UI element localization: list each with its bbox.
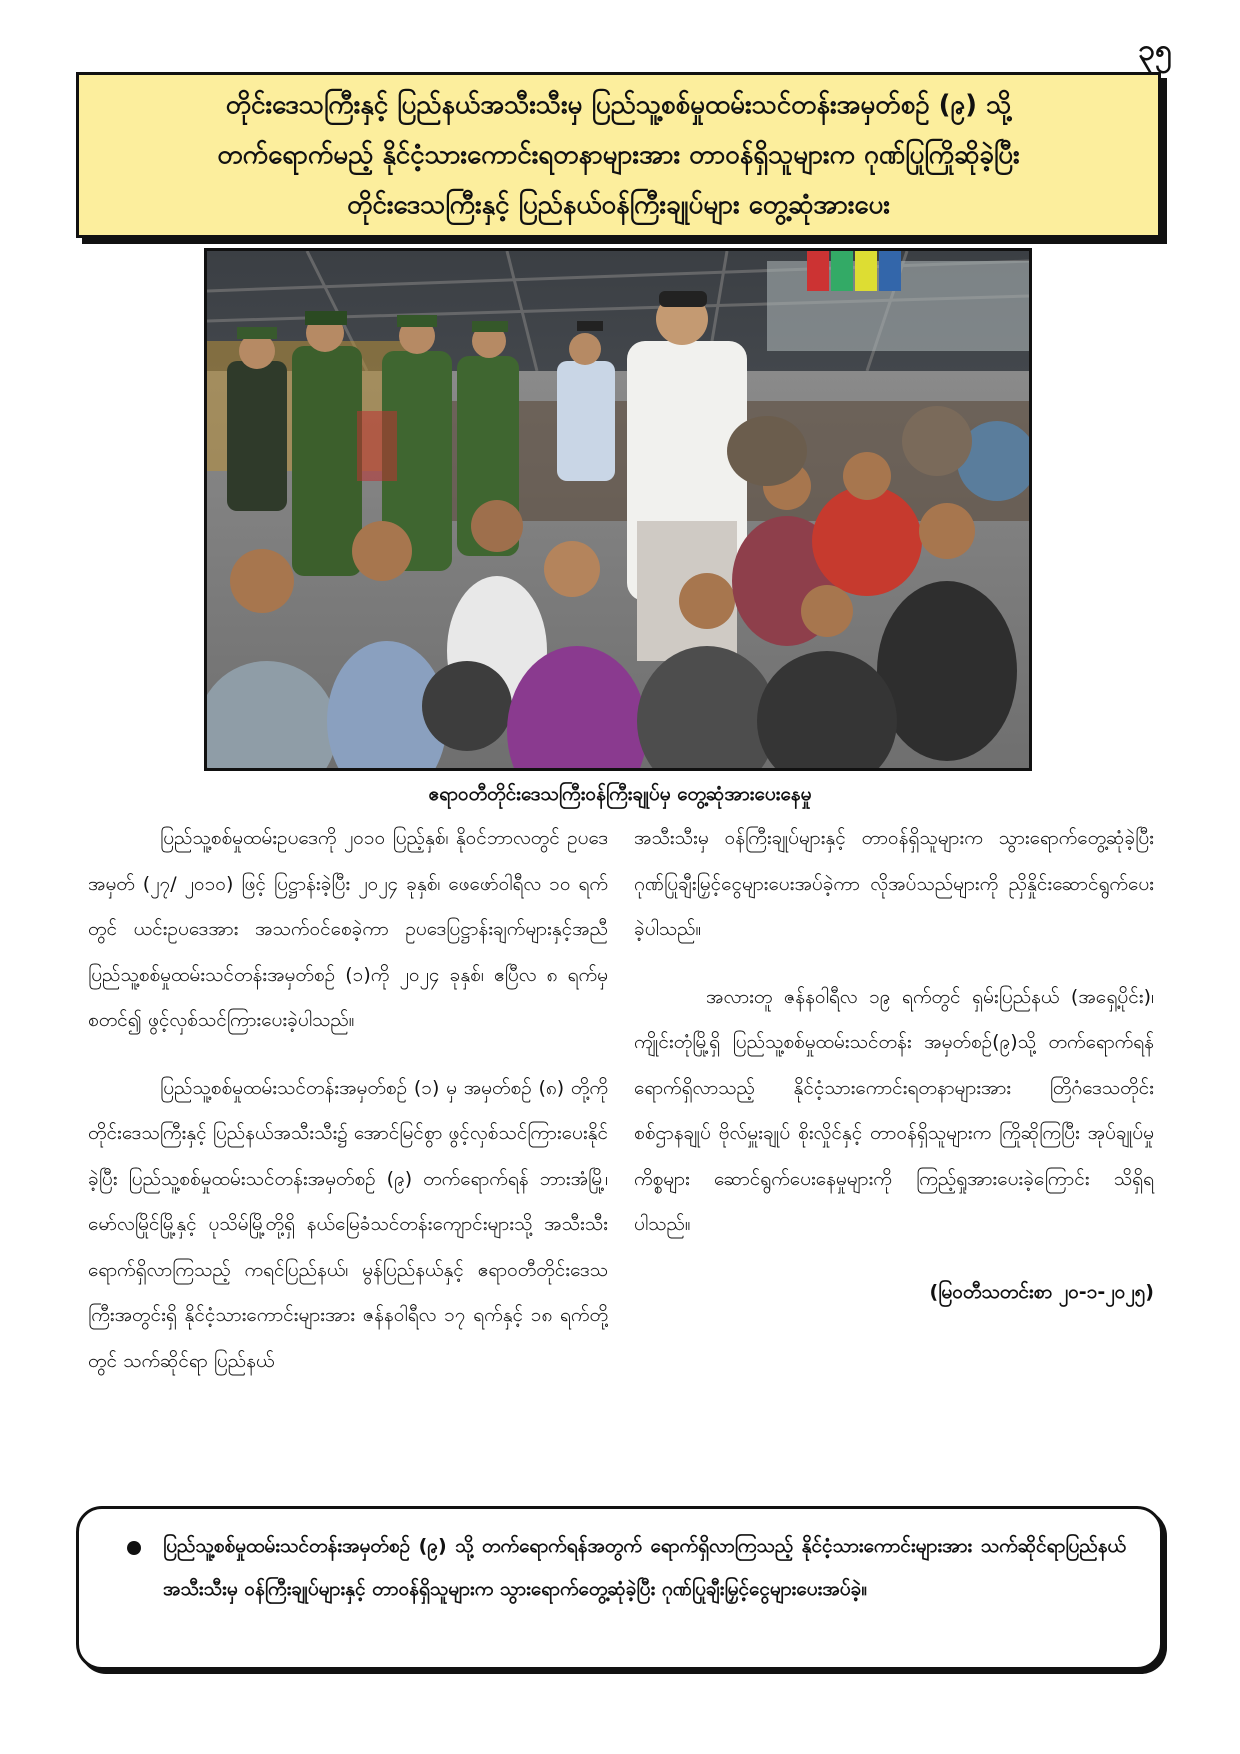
- article-paragraph: ပြည်သူ့စစ်မှုထမ်းသင်တန်းအမှတ်စဉ် (၁) မှ အမှတ်စဉ် (၈) တို့ကို တိုင်းဒေသကြီးနှင့် ပြည်နယ်အသီးသီး၌ အောင်မြင်စွာ ဖွင့်လှစ်သင်ကြားပေးနိုင်ခဲ့ပြီး ပြည်သူ့စစ်မှုထမ်းသင်တန်းအမှတ်စဉ် (၉) တက်ရောက်ရန် ဘားအံမြို့၊ မော်လမြိုင်မြို့နှင့် ပုသိမ်မြို့တို့ရှိ နယ်မြေခံသင်တန်းကျောင်းများသို့ အသီးသီးရောက်ရှိလာကြသည့် ကရင်ပြည်နယ်၊ မွန်ပြည်နယ်နှင့် ဧရာဝတီတိုင်းဒေသကြီးအတွင်းရှိ နိုင်ငံ့သားကောင်းများအား ဇန်နဝါရီလ ၁၇ ရက်နှင့် ၁၈ ရက်တို့တွင် သက်ဆိုင်ရာ ပြည်နယ်: [88, 1076, 608, 1372]
- news-photo-image: [207, 251, 1029, 768]
- summary-bullet-item: [127, 1525, 1126, 1611]
- page-number: ၃၅: [1138, 33, 1172, 68]
- article-paragraph: ပြည်သူ့စစ်မှုထမ်းဥပဒေကို ၂၀၁၀ ပြည့်နှစ်၊ နိုဝင်ဘာလတွင် ဥပဒေအမှတ် (၂၇/ ၂၀၁၀) ဖြင့် ပြဋ္ဌာန်းခဲ့ပြီး ၂၀၂၄ ခုနှစ်၊ ဖေဖော်ဝါရီလ ၁၀ ရက်တွင် ယင်းဥပဒေအား အသက်ဝင်စေခဲ့ကာ ဥပဒေပြဋ္ဌာန်းချက်များနှင့်အညီ ပြည်သူ့စစ်မှုထမ်းသင်တန်းအမှတ်စဉ် (၁)ကို ၂၀၂၄ ခုနှစ်၊ ဧပြီလ ၈ ရက်မှ စတင်၍ ဖွင့်လှစ်သင်ကြားပေးခဲ့ပါသည်။: [88, 827, 608, 1031]
- summary-box: [76, 1506, 1163, 1670]
- source-citation: (မြဝတီသတင်းစာ ၂၀-၁-၂၀၂၅): [929, 1280, 1154, 1303]
- article-paragraph-continued: အသီးသီးမှ ဝန်ကြီးချုပ်များနှင့် တာဝန်ရှိသူများက သွားရောက်တွေ့ဆုံခဲ့ပြီး ဂုဏ်ပြုချီးမြှင့်ငွေများပေးအပ်ခဲ့ကာ လိုအပ်သည်များကို ညှိနှိုင်းဆောင်ရွက်ပေးခဲ့ပါသည်။: [634, 827, 1154, 940]
- article-right-column: [634, 816, 1154, 1337]
- photo-caption: ဧရာဝတီတိုင်းဒေသကြီးဝန်ကြီးချုပ်မှ တွေ့ဆုံအားပေးနေမှု: [428, 783, 812, 805]
- headline-line-2: တက်ရောက်မည့် နိုင်ငံ့သားကောင်းရတနာများအား တာဝန်ရှိသူများက ဂုဏ်ပြုကြိုဆိုခဲ့ပြီး: [217, 140, 1020, 170]
- news-photo: [204, 248, 1032, 771]
- article-left-column: [88, 816, 608, 1406]
- bullet-icon: [127, 1541, 141, 1555]
- summary-text: ပြည်သူ့စစ်မှုထမ်းသင်တန်းအမှတ်စဉ် (၉) သို့ တက်ရောက်ရန်အတွက် ရောက်ရှိလာကြသည့် နိုင်ငံ့သားကောင်းများအား သက်ဆိုင်ရာပြည်နယ်အသီးသီးမှ ဝန်ကြီးချုပ်များနှင့် တာဝန်ရှိသူများက သွားရောက်တွေ့ဆုံခဲ့ပြီး ဂုဏ်ပြုချီးမြှင့်ငွေများပေးအပ်ခဲ့။: [163, 1535, 1126, 1600]
- article-paragraph: အလားတူ ဇန်နဝါရီလ ၁၉ ရက်တွင် ရှမ်းပြည်နယ် (အရှေ့ပိုင်း)၊ ကျိုင်းတုံမြို့ရှိ ပြည်သူ့စစ်မှုထမ်းသင်တန်း အမှတ်စဉ်(၉)သို့ တက်ရောက်ရန် ရောက်ရှိလာသည့် နိုင်ငံ့သားကောင်းရတနာများအား တြိဂံဒေသတိုင်းစစ်ဌာနချုပ် ဗိုလ်မှူးချုပ် စိုးလှိုင်နှင့် တာဝန်ရှိသူများက ကြိုဆိုကြပြီး အုပ်ချုပ်မှုကိစ္စများ ဆောင်ရွက်ပေးနေမှုများကို ကြည့်ရှုအားပေးခဲ့ကြောင်း သိရှိရပါသည်။: [634, 985, 1154, 1235]
- headline-line-1: တိုင်းဒေသကြီးနှင့် ပြည်နယ်အသီးသီးမှ ပြည်သူ့စစ်မှုထမ်းသင်တန်းအမှတ်စဉ် (၉) သို့: [225, 90, 1012, 120]
- headline-line-3: တိုင်းဒေသကြီးနှင့် ပြည်နယ်ဝန်ကြီးချုပ်များ တွေ့ဆုံအားပေး: [347, 190, 890, 220]
- headline-box: [76, 72, 1161, 238]
